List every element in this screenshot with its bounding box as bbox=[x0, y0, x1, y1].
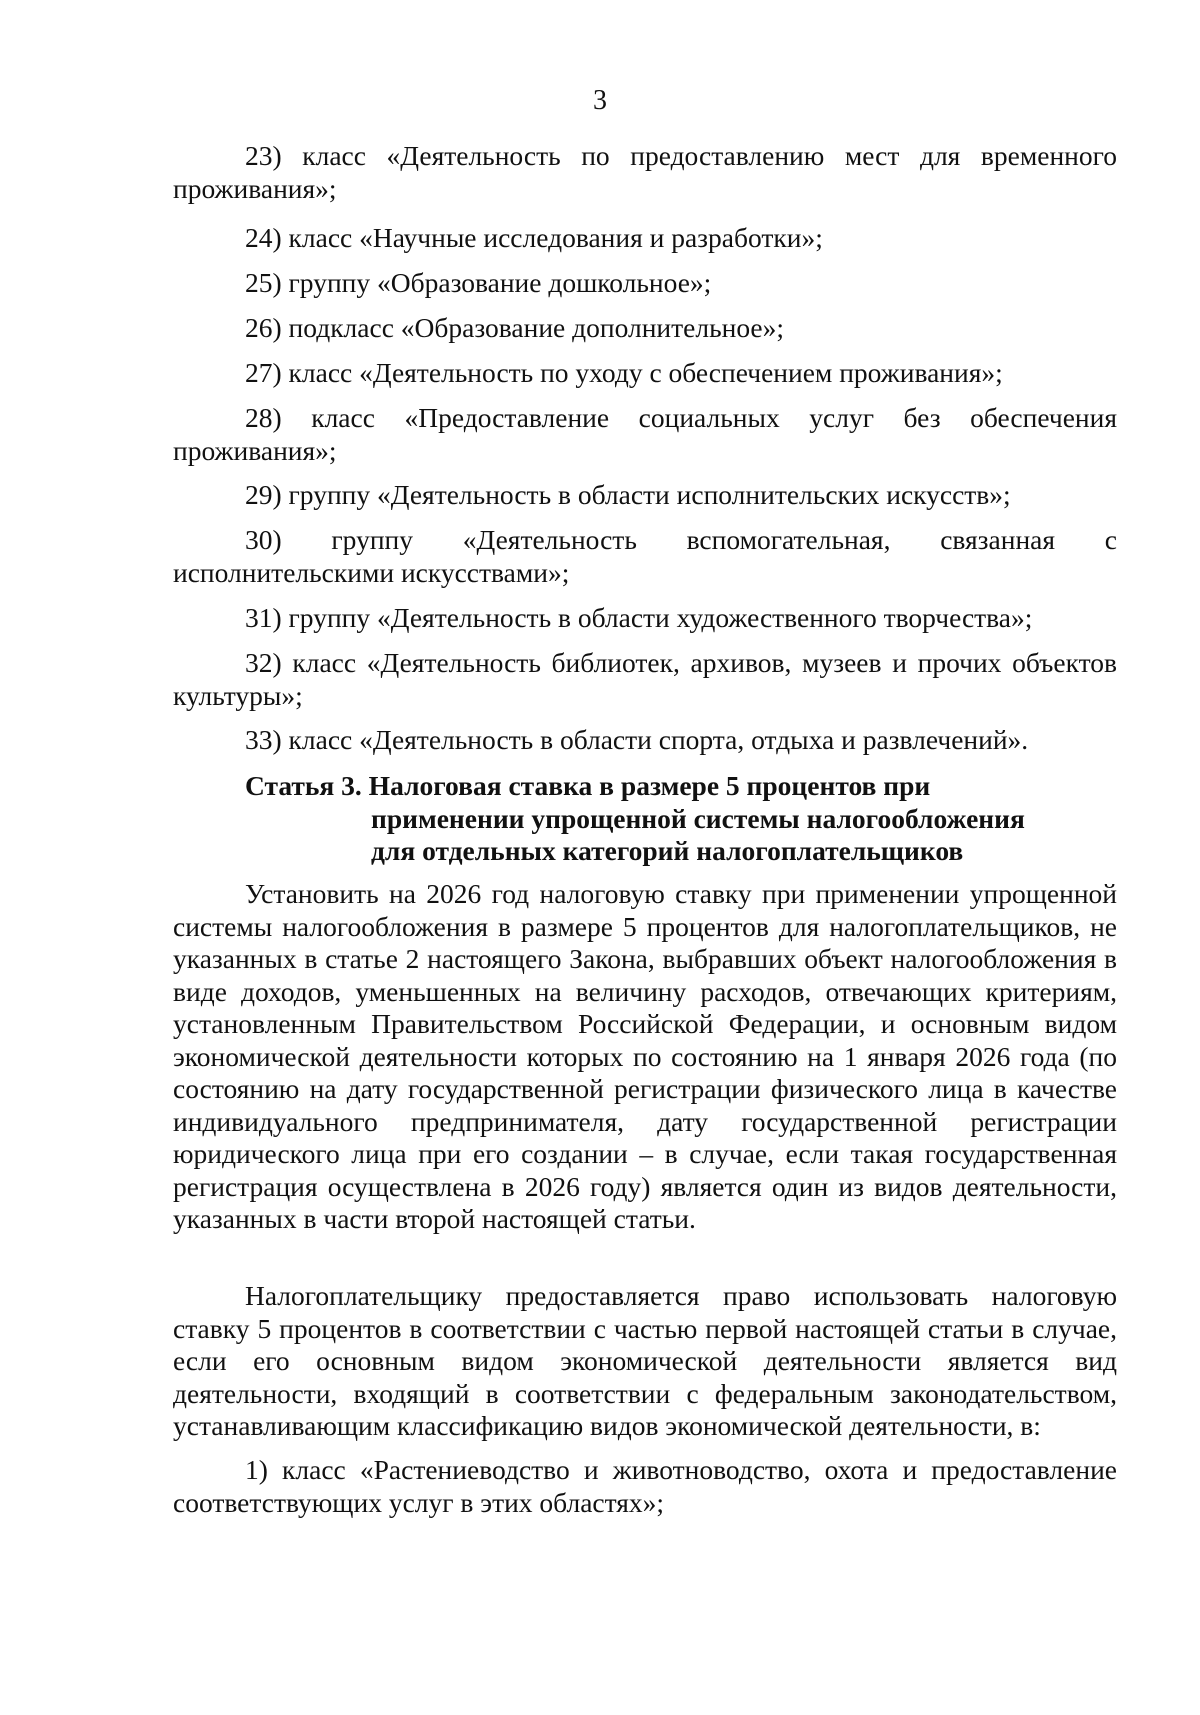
list-item-33: 33) класс «Деятельность в области спорта, отдыха и развлечений». bbox=[245, 724, 1029, 755]
article-heading-line: Статья 3. Налоговая ставка в размере 5 процентов при bbox=[245, 770, 931, 801]
list-item-24: 24) класс «Научные исследования и разработки»; bbox=[245, 222, 823, 253]
page-number: 3 bbox=[593, 85, 607, 116]
list-item-30: 30) группу «Деятельность вспомогательная, связанная с исполнительскими искусствами»; bbox=[173, 524, 1117, 588]
article-heading bbox=[245, 770, 1125, 868]
list-item-25: 25) группу «Образование дошкольное»; bbox=[245, 267, 712, 298]
list-item-23: 23) класс «Деятельность по предоставлению мест для временного проживания»; bbox=[173, 140, 1117, 204]
article-paragraph-2: Налогоплательщику предоставляется право использовать налоговую ставку 5 процентов в соответствии с частью первой настоящей статьи в случае, если его основным видом экономической деятельности является вид деятельности, входящий в соответствии с федеральным законодательством, устанавливающим классификацию видов экономической деятельности, в: bbox=[173, 1280, 1117, 1441]
list-item-29: 29) группу «Деятельность в области исполнительских искусств»; bbox=[245, 479, 1011, 510]
article-list-item-1: 1) класс «Растениеводство и животноводство, охота и предоставление соответствующих услуг в этих областях»; bbox=[173, 1454, 1117, 1518]
list-item-32: 32) класс «Деятельность библиотек, архивов, музеев и прочих объектов культуры»; bbox=[173, 647, 1117, 711]
article-paragraph-1: Установить на 2026 год налоговую ставку при применении упрощенной системы налогообложения в размере 5 процентов для налогоплательщиков, не указанных в статье 2 настоящего Закона, выбравших объект налогообложения в виде доходов, уменьшенных на величину расходов, отвечающих критериям, установленным Правительством Российской Федерации, и основным видом экономической деятельности которых по состоянию на 1 января 2026 года (по состоянию на дату государственной регистрации физического лица в качестве индивидуального предпринимателя, дату государственной регистрации юридического лица при его создании – в случае, если такая государственная регистрация осуществлена в 2026 году) является один из видов деятельности, указанных в части второй настоящей статьи. bbox=[173, 878, 1117, 1234]
article-heading-line: применении упрощенной системы налогообложения bbox=[371, 802, 1025, 834]
list-item-27: 27) класс «Деятельность по уходу с обеспечением проживания»; bbox=[245, 357, 1003, 388]
article-heading-line: для отдельных категорий налогоплательщиков bbox=[371, 835, 964, 866]
list-item-31: 31) группу «Деятельность в области художественного творчества»; bbox=[245, 602, 1033, 633]
list-item-28: 28) класс «Предоставление социальных услуг без обеспечения проживания»; bbox=[173, 402, 1117, 466]
list-item-26: 26) подкласс «Образование дополнительное»; bbox=[245, 312, 785, 343]
